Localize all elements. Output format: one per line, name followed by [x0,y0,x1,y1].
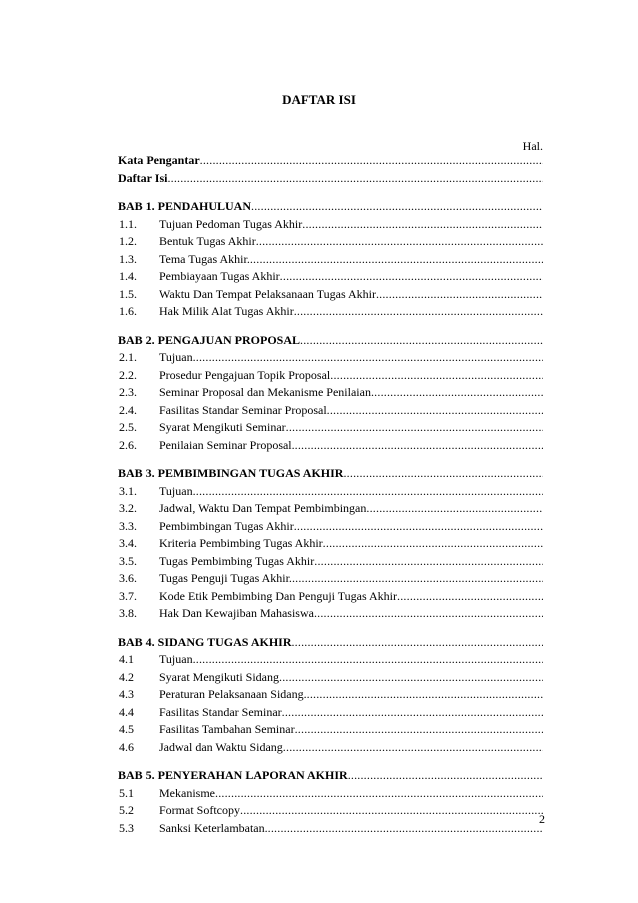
subsection-number: 5.1 [119,785,134,800]
chapter-title: BAB 5. PENYERAHAN LAPORAN AKHIR [118,768,348,782]
toc-subsection [118,216,543,234]
subsection-title: Fasilitas Tambahan Seminar [159,722,295,736]
chapter-title: BAB 3. PEMBIMBINGAN TUGAS AKHIR [118,466,344,480]
subsection-title: Kriteria Pembimbing Tugas Akhir [159,536,323,550]
toc-chapter-heading [118,465,543,483]
dot-leader [280,268,543,286]
subsection-number: 4.4 [119,704,134,719]
subsection-number: 5.3 [119,820,134,835]
subsection-number: 1.3. [119,251,137,266]
dot-leader [193,651,543,669]
subsection-title: Tujuan [159,483,193,498]
dot-leader [327,402,543,420]
toc-subsection [118,704,543,722]
dot-leader [343,465,543,483]
subsection-number: 3.6. [119,571,137,585]
page-title: DAFTAR ISI [282,92,356,107]
dot-leader [167,170,543,188]
toc-subsection [118,739,543,757]
toc-subsection [118,535,543,553]
dot-leader [348,767,543,785]
subsection-title: Tujuan [159,350,193,364]
subsection-title: Peraturan Pelaksanaan Sidang. [159,687,307,701]
dot-leader [292,570,543,588]
toc-chapter-heading [118,198,543,216]
dot-leader [250,251,543,269]
subsection-title: Sanksi Keterlambatan. [159,820,268,835]
toc-subsection [118,802,543,820]
subsection-number: 3.4. [119,536,137,550]
section-gap [118,623,543,634]
subsection-title: Mekanisme [159,785,215,800]
toc-subsection [118,721,543,739]
subsection-number: 4.6 [119,739,134,754]
toc-subsection [118,233,543,251]
toc-subsection [118,500,543,518]
dot-leader [291,634,543,652]
subsection-title: Format Softcopy [159,803,240,817]
subsection-title: Syarat Mengikuti Seminar [159,420,286,434]
subsection-number: 3.8. [119,606,137,620]
subsection-title: Tujuan Pedoman Tugas Akhir [159,216,303,231]
subsection-number: 2.4. [119,402,137,417]
toc-chapter-heading [118,767,543,785]
dot-leader [279,669,543,687]
chapter-title: BAB 1. PENDAHULUAN [118,199,252,213]
subsection-number: 1.2. [119,234,137,248]
dot-leader [268,820,543,838]
dot-leader [371,384,543,402]
toc-subsection [118,286,543,304]
dot-leader [200,152,543,170]
dot-leader [397,588,543,606]
subsection-number: 3.5. [119,553,137,568]
dot-leader [302,216,543,234]
toc-subsection [118,419,543,437]
toc-subsection [118,785,543,803]
dot-leader [282,704,543,722]
toc-subsection [118,303,543,321]
section-gap [118,756,543,767]
toc-chapter-heading [118,332,543,350]
chapter-list [118,187,543,837]
toc-subsection [118,367,543,385]
subsection-number: 3.2. [119,501,137,515]
subsection-number: 3.7. [119,588,137,603]
toc-subsection [118,349,543,367]
toc-subsection [118,402,543,420]
dot-leader [215,785,543,803]
subsection-number: 1.5. [119,286,137,301]
page-number: 2 [539,812,545,826]
subsection-number: 2.6. [119,437,137,452]
toc-subsection [118,651,543,669]
subsection-number: 1.4. [119,269,137,283]
dot-leader [251,198,543,216]
chapter-title: BAB 2. PENGAJUAN PROPOSAL [118,332,301,347]
dot-leader [307,686,543,704]
dot-leader [286,419,543,437]
subsection-number: 5.2 [119,803,134,817]
subsection-title: Tugas Pembimbing Tugas Akhir [159,553,315,568]
dot-leader [193,483,543,501]
subsection-title: Jadwal, Waktu Dan Tempat Pembimbingan [159,501,367,515]
toc-entry-kata-pengantar [118,152,543,170]
subsection-title: Kode Etik Pembimbing Dan Penguji Tugas Akhir [159,588,398,603]
toc-subsection [118,588,543,606]
chapter-title: BAB 4. SIDANG TUGAS AKHIR [118,634,292,649]
subsection-title: Pembimbingan Tugas Akhir [159,518,294,533]
toc-subsection [118,437,543,455]
subsection-title: Seminar Proposal dan Mekanisme Penilaian [159,385,371,399]
dot-leader [330,367,543,385]
subsection-title: Penilaian Seminar Proposal. [159,437,295,452]
toc-entry-label: Daftar Isi [118,170,168,185]
table-of-contents [118,152,543,837]
subsection-title: Hak Milik Alat Tugas Akhir [159,304,294,318]
toc-subsection [118,669,543,687]
dot-leader [294,303,543,321]
dot-leader [294,518,543,536]
subsection-number: 1.6. [119,304,137,318]
toc-subsection [118,686,543,704]
subsection-number: 2.1. [119,350,137,364]
section-gap [118,187,543,198]
subsection-title: Tema Tugas Akhir. [159,251,250,266]
toc-subsection [118,384,543,402]
subsection-number: 4.1 [119,652,134,666]
subsection-number: 3.3. [119,518,137,533]
toc-subsection [118,251,543,269]
dot-leader [314,553,543,571]
dot-leader [283,739,543,757]
subsection-title: Tugas Penguji Tugas Akhir. [159,571,292,585]
dot-leader [256,233,543,251]
subsection-title: Bentuk Tugas Akhir [159,234,256,248]
dot-leader [366,500,543,518]
subsection-title: Jadwal dan Waktu Sidang [159,739,283,754]
toc-subsection [118,553,543,571]
toc-chapter-heading [118,634,543,652]
toc-subsection [118,483,543,501]
subsection-title: Syarat Mengikuti Sidang [159,669,279,684]
section-gap [118,321,543,332]
dot-leader [193,349,543,367]
subsection-number: 2.5. [119,420,137,434]
page-column-label: Hal. [522,139,543,153]
dot-leader [240,802,543,820]
subsection-number: 4.2 [119,669,134,684]
subsection-title: Waktu Dan Tempat Pelaksanaan Tugas Akhir [159,286,376,301]
toc-entry-label: Kata Pengantar [118,153,200,167]
dot-leader [314,605,543,623]
subsection-number: 3.1. [119,483,137,498]
toc-subsection [118,605,543,623]
dot-leader [323,535,543,553]
subsection-number: 2.2. [119,367,137,382]
dot-leader [295,721,543,739]
subsection-number: 2.3. [119,385,137,399]
dot-leader [376,286,543,304]
subsection-title: Tujuan [159,652,193,666]
toc-subsection [118,820,543,838]
subsection-number: 4.5 [119,722,134,736]
section-gap [118,454,543,465]
subsection-number: 4.3 [119,687,134,701]
subsection-number: 1.1. [119,216,137,231]
toc-subsection [118,268,543,286]
subsection-title: Fasilitas Standar Seminar [159,704,282,719]
toc-subsection [118,518,543,536]
subsection-title: Fasilitas Standar Seminar Proposal [159,402,327,417]
subsection-title: Pembiayaan Tugas Akhir [159,269,280,283]
dot-leader [300,332,543,350]
toc-subsection [118,570,543,588]
subsection-title: Prosedur Pengajuan Topik Proposal [159,367,331,382]
toc-entry-daftar-isi [118,170,543,188]
subsection-title: Hak Dan Kewajiban Mahasiswa [159,606,314,620]
dot-leader [295,437,543,455]
